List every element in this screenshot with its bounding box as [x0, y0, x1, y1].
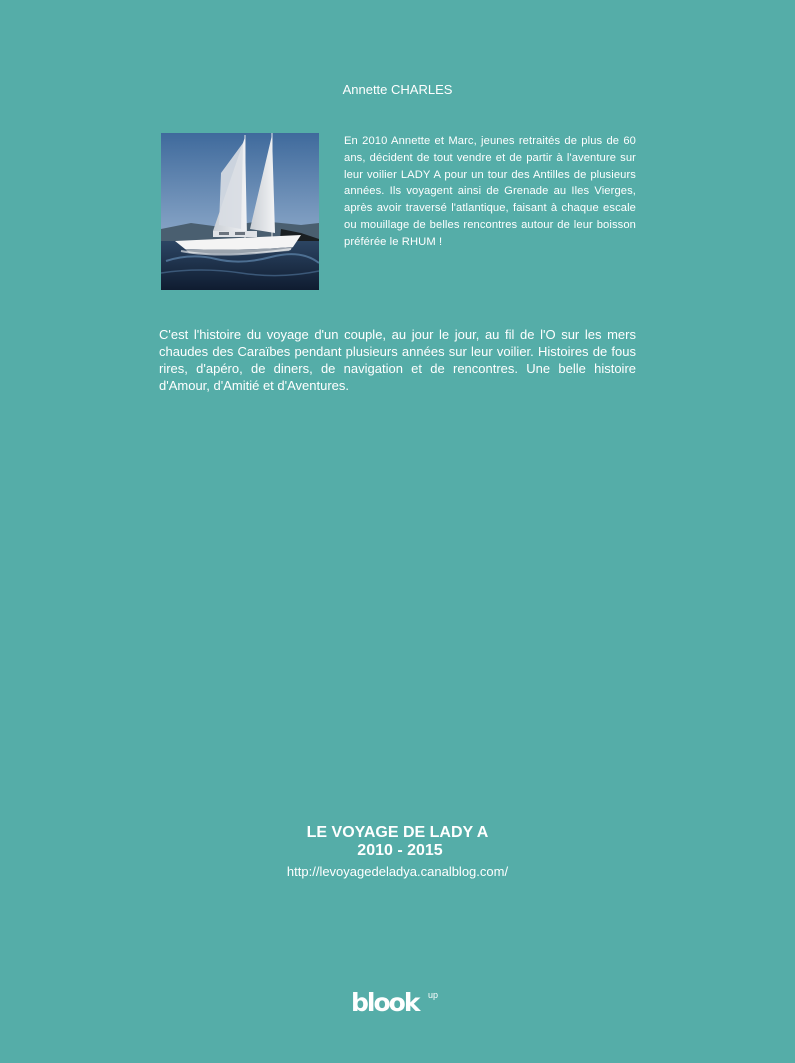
sailboat-photo: [161, 133, 319, 290]
blog-url: http://levoyagedeladya.canalblog.com/: [286, 864, 509, 879]
logo-wordmark: blook: [351, 988, 419, 1017]
book-title: LE VOYAGE DE LADY A: [306, 824, 489, 841]
author-bio: En 2010 Annette et Marc, jeunes retraités de plus de 60 ans, décident de tout vendre et de partir à l'aventure sur leur voilier LADY A pour un tour des Antilles de plusieurs années. Ils voyagent ainsi de Grenade au Iles Vierges, après avoir traversé l'atlantique, faisant à chaque escale ou mouillage de belles rencontres autour de leur boisson préférée le RHUM !: [344, 135, 636, 248]
book-summary: C'est l'histoire du voyage d'un couple, au jour le jour, au fil de l'O sur les mers chaudes des Caraïbes pendant plusieurs années sur leur voilier. Histoires de fous rires, d'apéro, de diners, de navigation et de rencontres. Une belle histoire d'Amour, d'Amitié et d'Aventures.: [159, 327, 636, 393]
logo-superscript: up: [428, 990, 439, 1000]
book-years: 2010 - 2015: [357, 842, 443, 859]
author-name: Annette CHARLES: [342, 82, 453, 97]
blookup-logo: [351, 988, 451, 1018]
